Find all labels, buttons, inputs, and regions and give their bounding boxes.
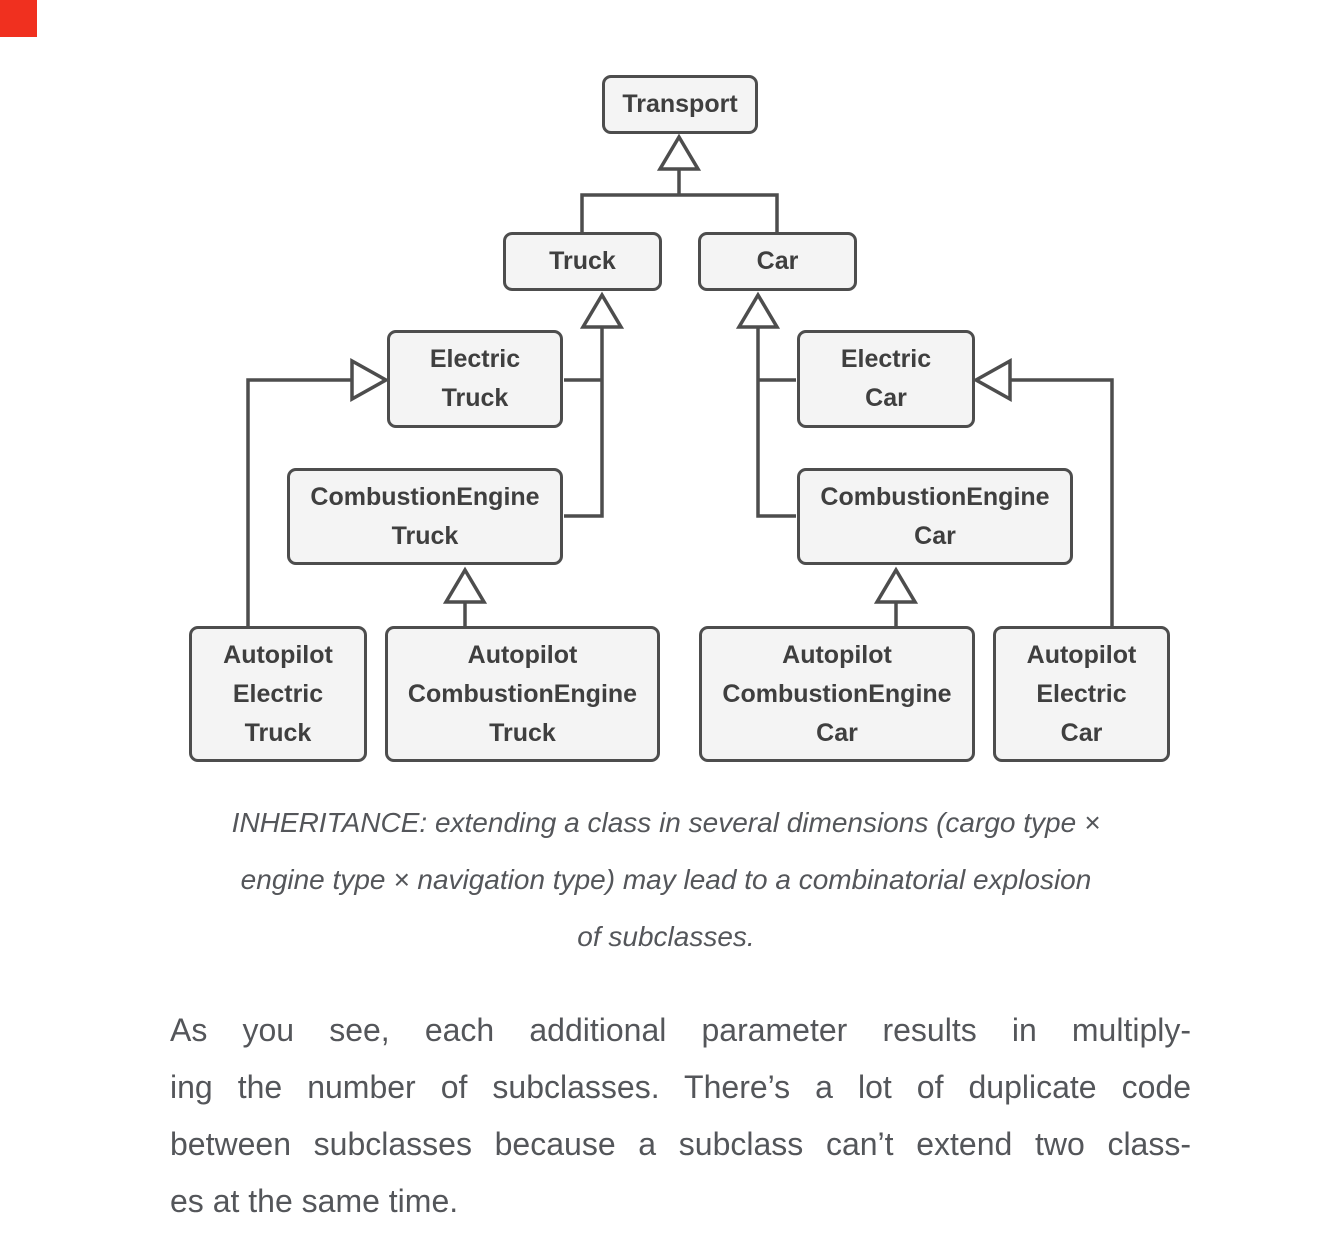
figure-caption xyxy=(0,794,1332,965)
class-box-combustion-engine-truck xyxy=(287,468,563,565)
class-box-transport xyxy=(602,75,758,134)
inheritance-arrowhead-electric-truck xyxy=(352,361,386,399)
inheritance-arrowhead-electric-car xyxy=(976,361,1010,399)
class-label: Car xyxy=(1060,718,1103,747)
class-label: Truck xyxy=(391,521,459,550)
class-box-autopilot-combustion-engine-car xyxy=(699,626,975,762)
class-label: CombustionEngine xyxy=(820,482,1050,511)
class-box-autopilot-electric-truck xyxy=(189,626,367,762)
inheritance-arrowhead-truck xyxy=(583,295,621,327)
caption-line: engine type × navigation type) may lead to a combinatorial explosion xyxy=(240,864,1092,895)
connector-electric-combustion-to-car xyxy=(758,327,796,516)
caption-line: INHERITANCE: extending a class in several dimensions (cargo type × xyxy=(231,807,1101,838)
class-box-autopilot-electric-car xyxy=(993,626,1170,762)
class-label: CombustionEngine xyxy=(310,482,540,511)
class-box-autopilot-combustion-engine-truck xyxy=(385,626,660,762)
inheritance-arrowhead-transport xyxy=(660,137,698,169)
class-label: Electric xyxy=(429,345,521,373)
class-label: Electric xyxy=(232,679,324,708)
body-line: As you see, each additional parameter results in multiply- xyxy=(170,1012,1191,1048)
class-box-electric-truck xyxy=(387,330,563,428)
class-label: CombustionEngine xyxy=(722,679,952,708)
class-label: Truck xyxy=(489,718,556,747)
connector-electric-combustion-to-truck xyxy=(564,327,602,516)
class-label: Truck xyxy=(549,247,616,275)
body-line: ing the number of subclasses. There’s a lot of duplicate code xyxy=(170,1069,1191,1105)
class-label: Autopilot xyxy=(782,640,892,669)
inheritance-arrowhead-combustion-truck xyxy=(446,570,484,602)
class-label: Car xyxy=(865,384,907,412)
class-label: Car xyxy=(756,247,799,275)
body-line: es at the same time. xyxy=(170,1183,459,1219)
class-label: Car xyxy=(816,718,858,747)
inheritance-arrowhead-car xyxy=(739,295,777,327)
inheritance-arrowhead-combustion-car xyxy=(877,570,915,602)
class-box-truck xyxy=(503,232,662,291)
caption-line: of subclasses. xyxy=(577,921,755,952)
class-label: Autopilot xyxy=(1026,640,1137,669)
class-label: Electric xyxy=(1036,679,1127,708)
class-label: Transport xyxy=(622,90,738,118)
class-box-electric-car xyxy=(797,330,975,428)
class-label: Truck xyxy=(441,384,509,412)
class-label: Electric xyxy=(840,345,932,373)
connector-truck-car-to-transport xyxy=(582,169,777,233)
class-label: Autopilot xyxy=(467,640,578,669)
class-label: Autopilot xyxy=(223,640,333,669)
class-box-car xyxy=(698,232,857,291)
class-box-combustion-engine-car xyxy=(797,468,1073,565)
class-label: Car xyxy=(914,521,956,550)
body-line: between subclasses because a subclass can’t extend two class- xyxy=(170,1126,1191,1162)
class-label: CombustionEngine xyxy=(407,679,638,708)
body-paragraph xyxy=(170,1002,1191,1230)
class-label: Truck xyxy=(244,718,312,747)
